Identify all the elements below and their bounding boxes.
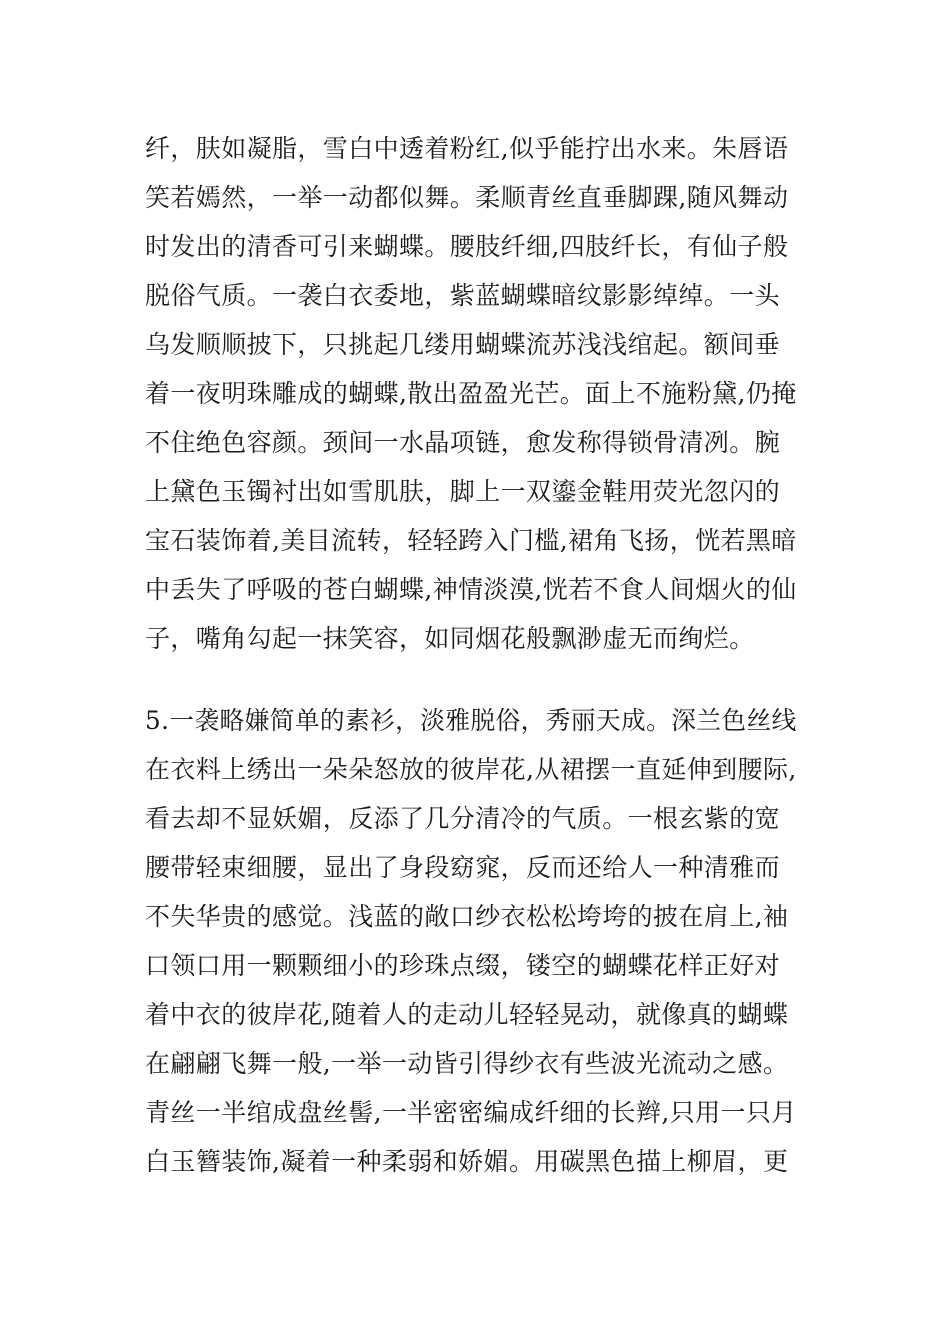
paragraph-line: 脱俗气质。一袭白衣委地，紫蓝蝴蝶暗纹影影绰绰。一头 xyxy=(145,281,781,310)
paragraph-line: 看去却不显妖媚，反添了几分清冷的气质。一根玄紫的宽 xyxy=(145,804,781,833)
paragraph-line: 上黛色玉镯衬出如雪肌肤，脚上一双鎏金鞋用荧光忽闪的 xyxy=(145,477,781,506)
paragraph-line: 白玉簪装饰,凝着一种柔弱和娇媚。用碳黑色描上柳眉，更 xyxy=(145,1147,789,1176)
paragraph-line: 在翩翩飞舞一般,一举一动皆引得纱衣有些波光流动之感。 xyxy=(145,1049,789,1078)
paragraph-line: 5.一袭略嫌简单的素衫，淡雅脱俗，秀丽天成。深兰色丝线 xyxy=(145,706,797,735)
paragraph-line: 在衣料上绣出一朵朵怒放的彼岸花,从裙摆一直延伸到腰际, xyxy=(145,755,797,784)
paragraph-line: 不失华贵的感觉。浅蓝的敞口纱衣松松垮垮的披在肩上,袖 xyxy=(145,902,789,931)
paragraph-line: 笑若嫣然，一举一动都似舞。柔顺青丝直垂脚踝,随风舞动 xyxy=(145,183,789,212)
paragraph-line: 着中衣的彼岸花,随着人的走动儿轻轻晃动，就像真的蝴蝶 xyxy=(145,1000,789,1029)
paragraph-line: 不住绝色容颜。颈间一水晶项链，愈发称得锁骨清冽。腕 xyxy=(145,428,781,457)
paragraph-line: 乌发顺顺披下，只挑起几缕用蝴蝶流苏浅浅绾起。额间垂 xyxy=(145,330,781,359)
paragraph-line: 宝石装饰着,美目流转，轻轻跨入门槛,裙角飞扬，恍若黑暗 xyxy=(145,526,797,555)
paragraph-line: 纤，肤如凝脂，雪白中透着粉红,似乎能拧出水来。朱唇语 xyxy=(145,134,789,163)
paragraph-line: 口领口用一颗颗细小的珍珠点缀，镂空的蝴蝶花样正好对 xyxy=(145,951,781,980)
paragraph-line: 腰带轻束细腰，显出了身段窈窕，反而还给人一种清雅而 xyxy=(145,853,781,882)
paragraph-line: 青丝一半绾成盘丝髻,一半密密编成纤细的长辫,只用一只月 xyxy=(145,1098,797,1127)
paragraph-line: 子，嘴角勾起一抹笑容，如同烟花般飘渺虚无而绚烂。 xyxy=(145,624,755,653)
paragraph-line: 中丢失了呼吸的苍白蝴蝶,神情淡漠,恍若不食人间烟火的仙 xyxy=(145,575,797,604)
paragraph-line: 时发出的清香可引来蝴蝶。腰肢纤细,四肢纤长，有仙子般 xyxy=(145,232,789,261)
paragraph-line: 着一夜明珠雕成的蝴蝶,散出盈盈光芒。面上不施粉黛,仍掩 xyxy=(145,379,797,408)
